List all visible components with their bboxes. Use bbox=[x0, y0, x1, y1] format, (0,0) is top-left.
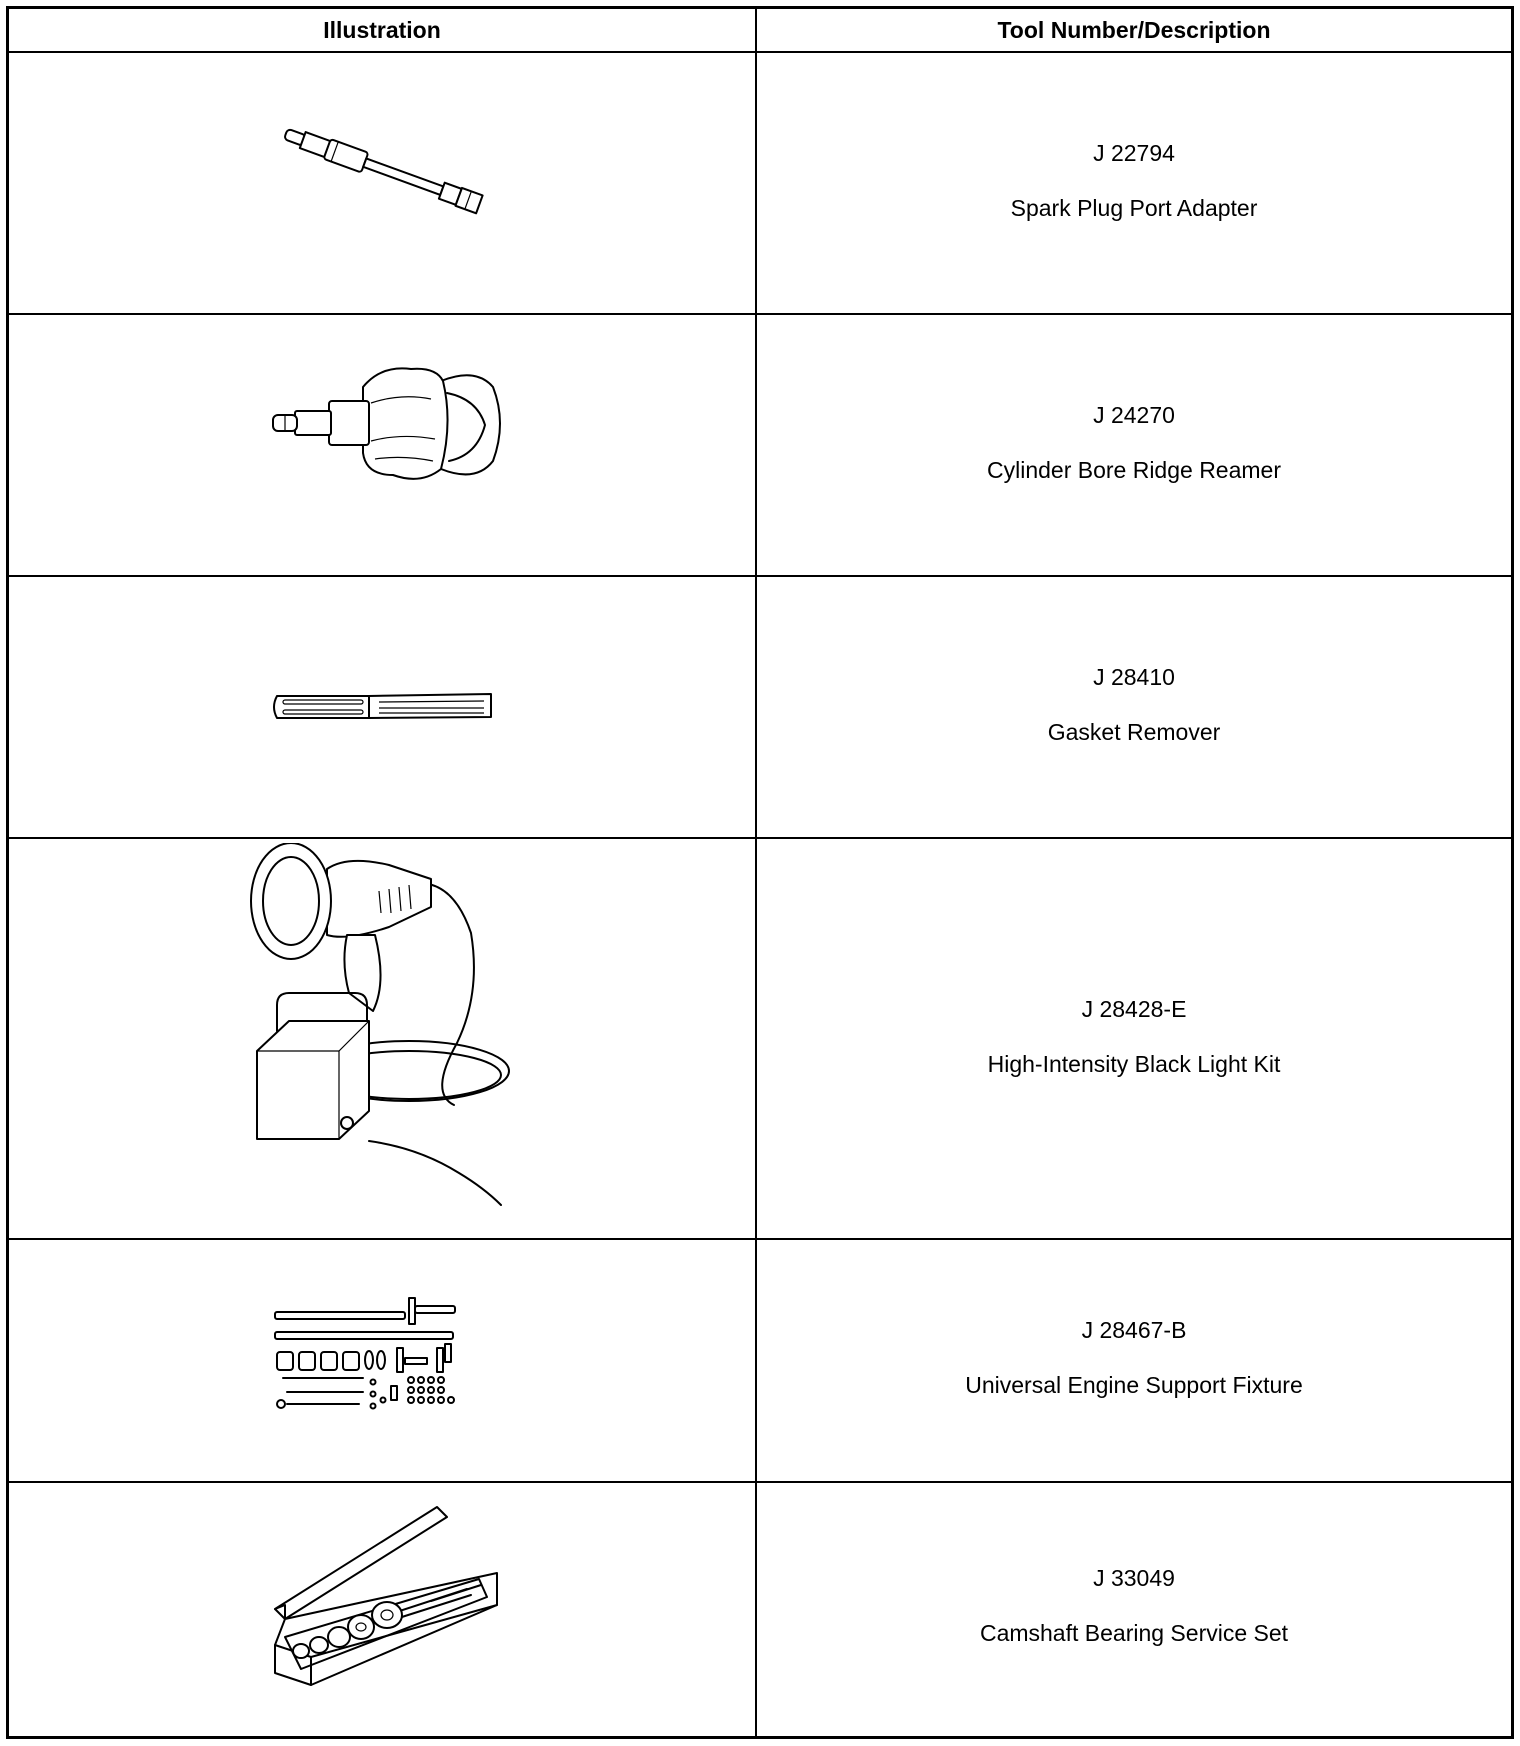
ridge-reamer-icon bbox=[271, 363, 511, 493]
table-row bbox=[9, 53, 1511, 315]
engine-support-fixture-icon bbox=[273, 1296, 495, 1424]
tool-name: High-Intensity Black Light Kit bbox=[987, 1051, 1281, 1077]
description-cell bbox=[757, 53, 1511, 313]
illustration-cell bbox=[9, 1240, 755, 1481]
table-row bbox=[9, 577, 1511, 839]
tool-name: Camshaft Bearing Service Set bbox=[979, 1620, 1289, 1646]
illustration-cell bbox=[9, 1483, 755, 1736]
illustration-cell bbox=[9, 839, 755, 1238]
description-cell bbox=[757, 1240, 1511, 1481]
header-illustration: Illustration bbox=[323, 17, 441, 43]
description-cell bbox=[757, 577, 1511, 837]
header-tool-description: Tool Number/Description bbox=[997, 17, 1271, 43]
tool-number: J 28467-B bbox=[1081, 1317, 1187, 1343]
description-cell bbox=[757, 1483, 1511, 1736]
tool-name: Gasket Remover bbox=[1047, 719, 1221, 745]
tool-number: J 28410 bbox=[1093, 664, 1175, 690]
tool-number: J 24270 bbox=[1093, 402, 1175, 428]
camshaft-bearing-set-icon bbox=[271, 1505, 507, 1695]
table-row bbox=[9, 1240, 1511, 1483]
table-header bbox=[9, 9, 1511, 53]
table-row bbox=[9, 1483, 1511, 1736]
illustration-cell bbox=[9, 577, 755, 837]
illustration-cell bbox=[9, 315, 755, 575]
table-row bbox=[9, 315, 1511, 577]
tool-number: J 22794 bbox=[1093, 140, 1175, 166]
description-cell bbox=[757, 839, 1511, 1238]
spark-plug-port-adapter-icon bbox=[269, 117, 509, 227]
gasket-remover-icon bbox=[269, 689, 509, 725]
tool-name: Spark Plug Port Adapter bbox=[1010, 195, 1258, 221]
description-cell bbox=[757, 315, 1511, 575]
black-light-kit-icon bbox=[249, 843, 539, 1211]
tool-number: J 33049 bbox=[1093, 1565, 1175, 1591]
tool-name: Cylinder Bore Ridge Reamer bbox=[986, 457, 1281, 483]
tool-number: J 28428-E bbox=[1081, 996, 1187, 1022]
tool-name: Universal Engine Support Fixture bbox=[965, 1372, 1303, 1398]
table-row bbox=[9, 839, 1511, 1240]
illustration-cell bbox=[9, 53, 755, 313]
special-tools-table bbox=[6, 6, 1514, 1739]
